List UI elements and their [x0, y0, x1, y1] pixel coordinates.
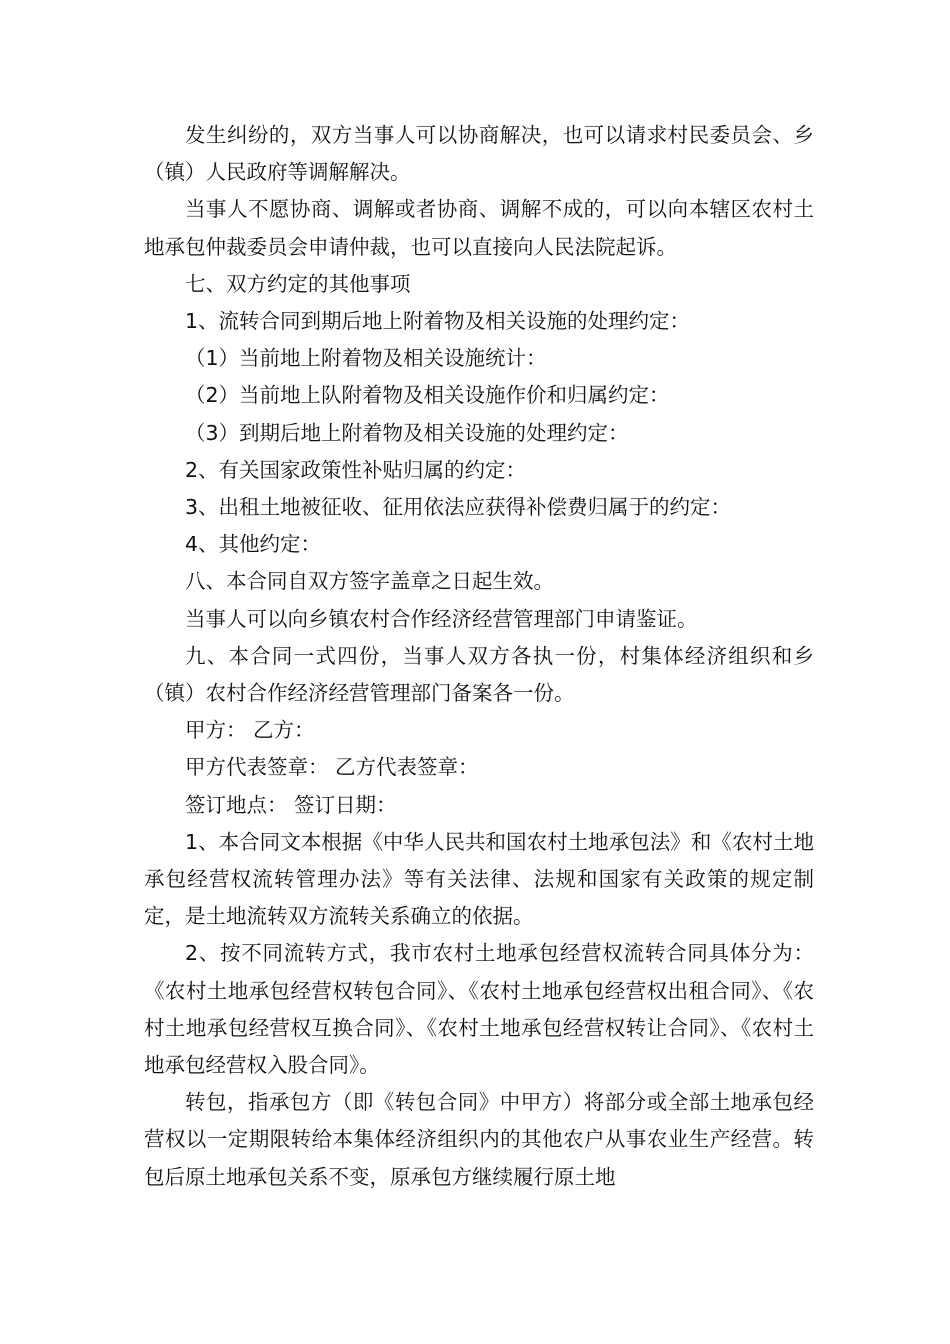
clause-7-1-3: （3）到期后地上附着物及相关设施的处理约定： [185, 420, 629, 445]
heading-section-9: 九、本合同一式四份，当事人双方各执一份，村集体经济组织和乡（镇）农村合作经济经营管理部门备案各一份。 [144, 643, 814, 706]
signature-representatives: 甲方代表签章： 乙方代表签章： [185, 755, 479, 780]
heading-section-7: 七、双方约定的其他事项 [185, 271, 411, 296]
paragraph-arbitration: 当事人不愿协商、调解或者协商、调解不成的，可以向本辖区农村土地承包仲裁委员会申请仲裁，也可以直接向人民法院起诉。 [144, 197, 814, 259]
clause-7-1-2: （2）当前地上队附着物及相关设施作价和归属约定： [185, 383, 670, 408]
heading-section-8: 八、本合同自双方签字盖章之日起生效。 [185, 569, 554, 594]
paragraph-subcontract-definition: 转包，指承包方（即《转包合同》中甲方）将部分或全部土地承包经营权以一定期限转给本集体经济组织内的其他农户从事农业生产经营。转包后原土地承包关系不变，原承包方继续履行原土地 [144, 1090, 814, 1189]
document-body [144, 117, 814, 1196]
paragraph-dispute-negotiation: 发生纠纷的，双方当事人可以协商解决，也可以请求村民委员会、乡（镇）人民政府等调解解决。 [144, 123, 814, 185]
clause-7-2: 2、有关国家政策性补贴归属的约定： [185, 457, 527, 482]
note-1-legal-basis: 1、本合同文本根据《中华人民共和国农村土地承包法》和《农村土地承包经营权流转管理办法》等有关法律、法规和国家有关政策的规定制定，是土地流转双方流转关系确立的依据。 [144, 829, 814, 929]
signing-place-date: 签订地点： 签订日期： [185, 792, 397, 817]
clause-7-1-1: （1）当前地上附着物及相关设施统计： [185, 346, 547, 371]
signature-parties: 甲方： 乙方： [185, 718, 315, 743]
clause-7-3: 3、出租土地被征收、征用依法应获得补偿费归属于的约定： [185, 495, 732, 520]
clause-7-4: 4、其他约定： [185, 532, 322, 557]
note-2-contract-types: 2、按不同流转方式，我市农村土地承包经营权流转合同具体分为：《农村土地承包经营权转包合同》、《农村土地承包经营权出租合同》、《农村土地承包经营权互换合同》、《农村土地承包经营权转让合同》、《农村土地承包经营权入股合同》。 [144, 941, 814, 1078]
clause-7-1: 1、流转合同到期后地上附着物及相关设施的处理约定： [185, 309, 691, 334]
paragraph-verification: 当事人可以向乡镇农村合作经济经营管理部门申请鉴证。 [185, 606, 698, 631]
